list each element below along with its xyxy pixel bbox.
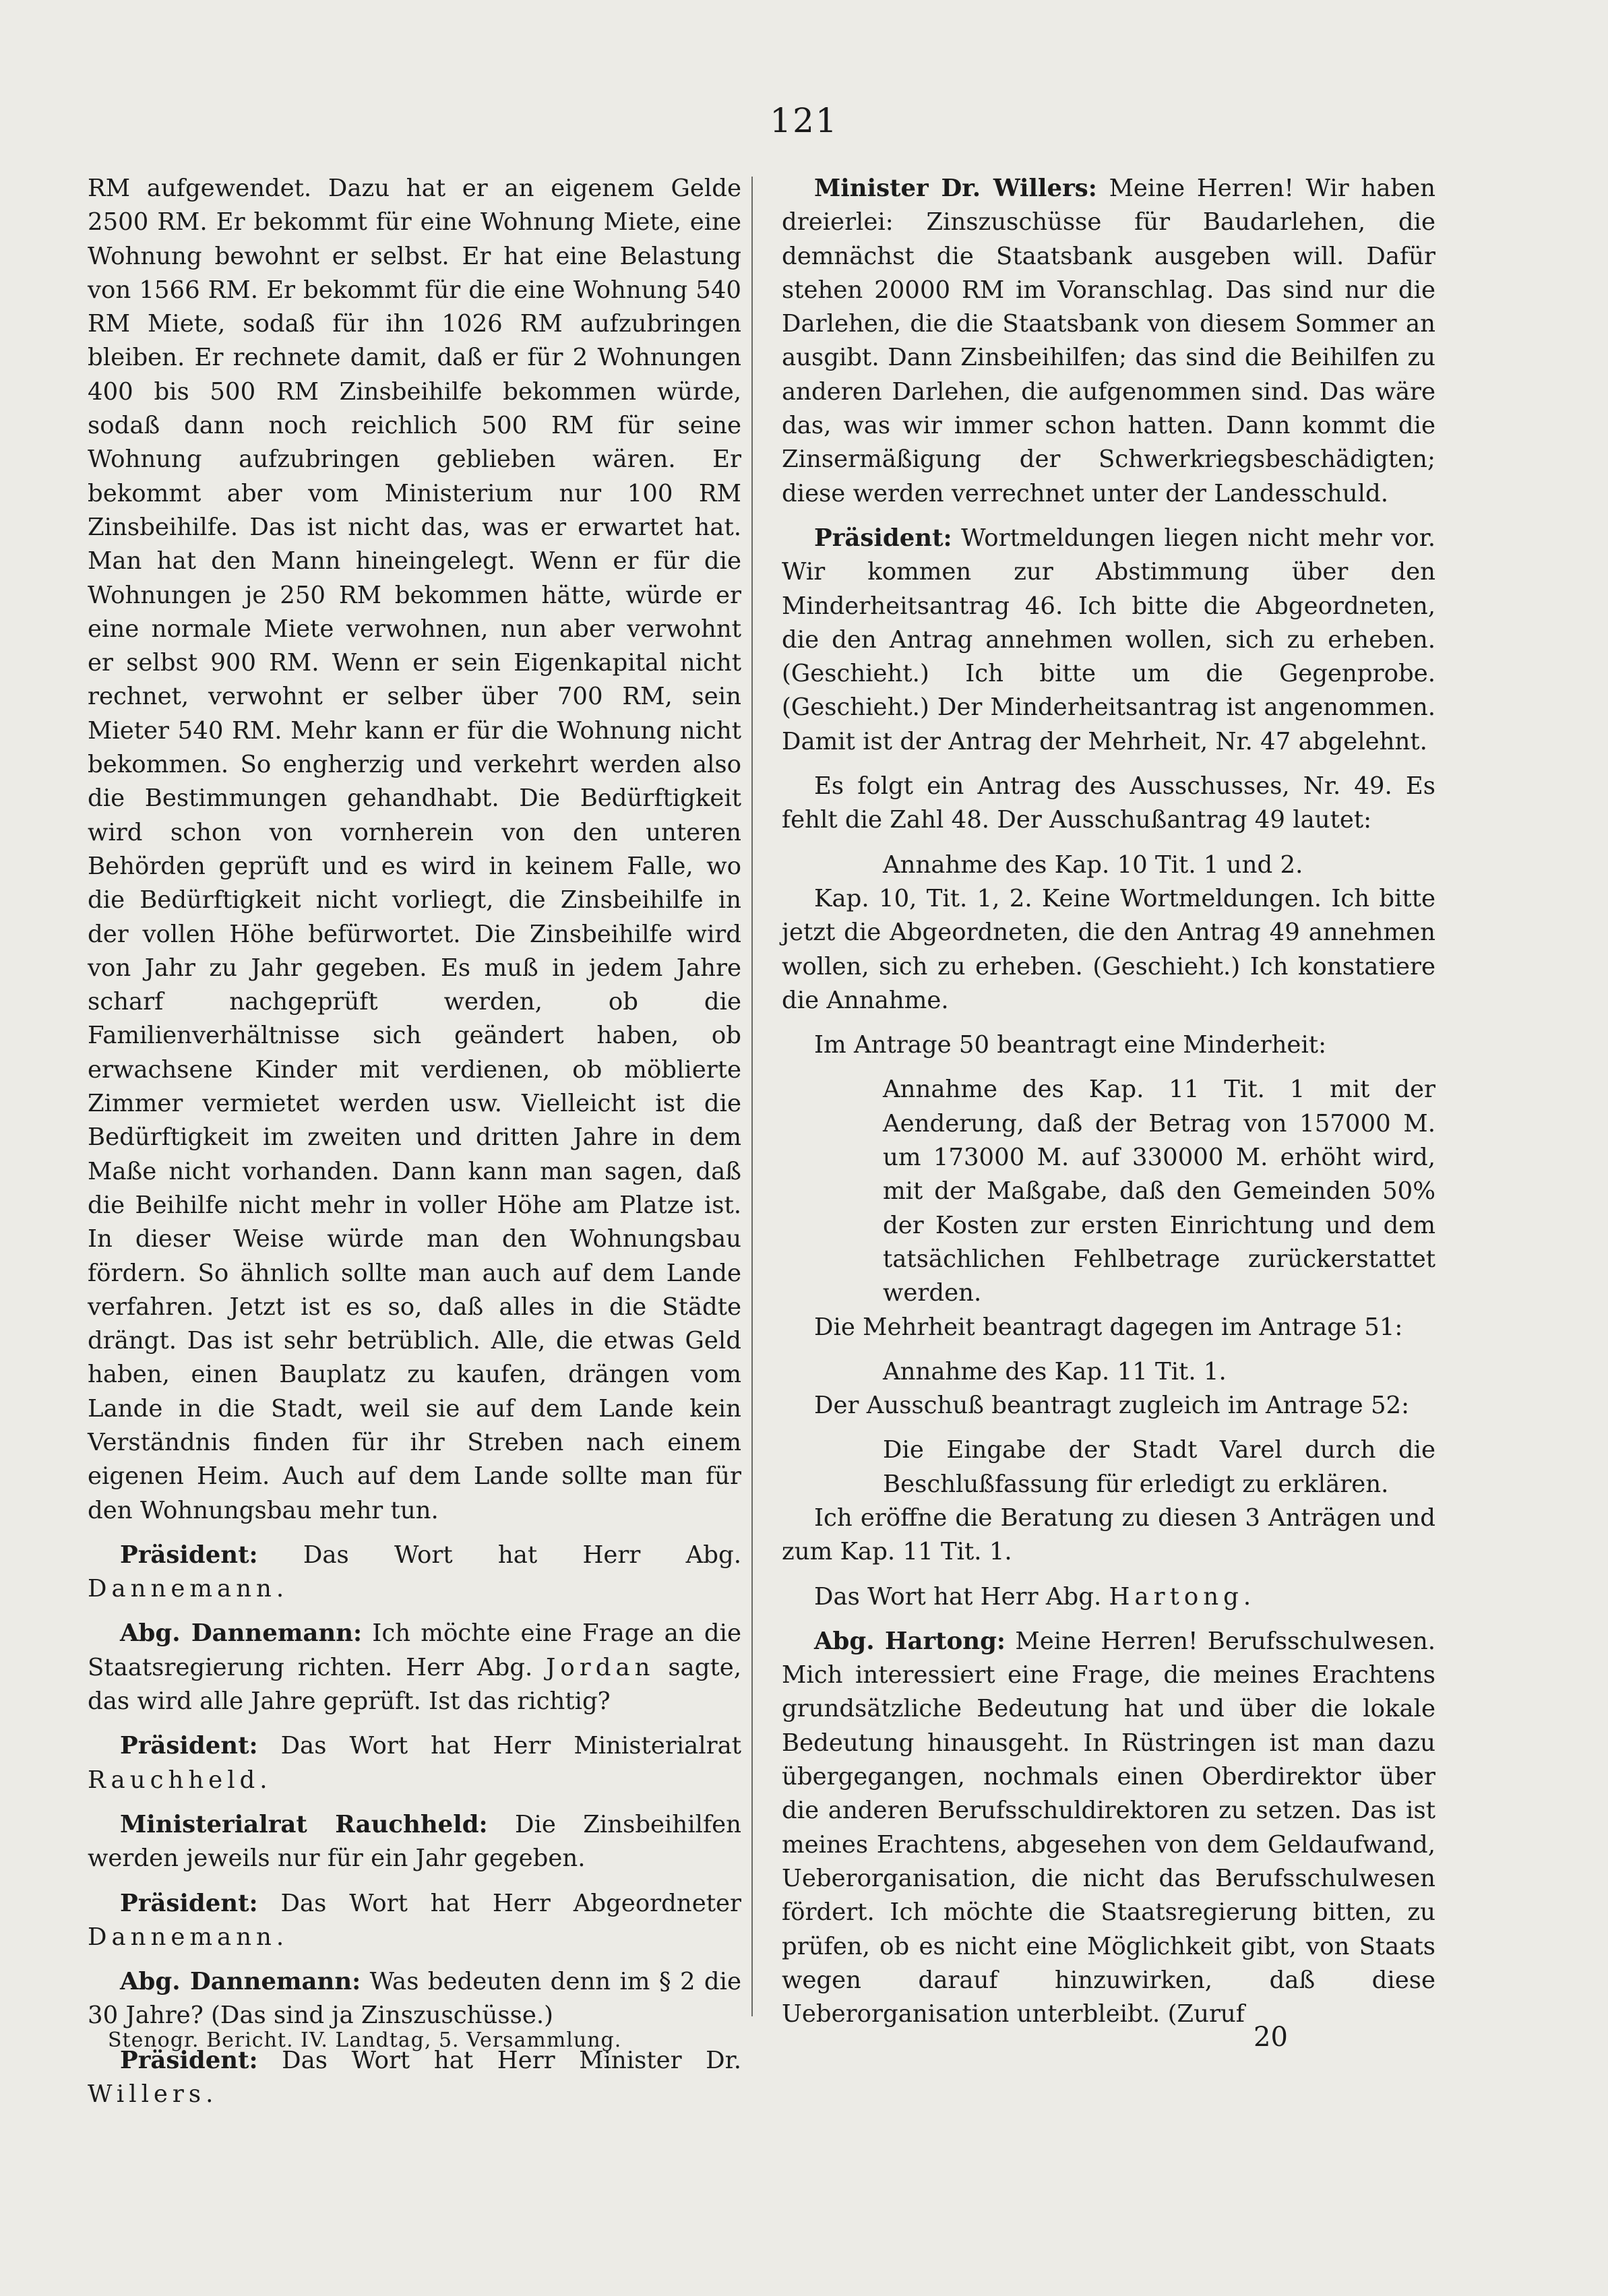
text-paragraph [782, 1580, 1435, 1614]
text-paragraph [782, 882, 1435, 1018]
motion-quote [883, 1073, 1435, 1310]
text-paragraph [782, 1311, 1435, 1344]
paragraph-text: Das Wort hat Herr Ministerialrat [257, 1732, 741, 1760]
spaced-name: Dannemann. [88, 1923, 289, 1951]
paragraph-text: Wortmeldungen liegen nicht mehr vor. Wir kommen zur Abstimmung über den Minderheitsantrag 46. Ich bitte die Abgeordneten, die den Antrag annehmen wollen, sich zu erheben. (Geschieht.) Ich bitte um die Gegenprobe. (Geschieht.) Der Minderheitsantrag ist angenommen. Damit ist der Antrag der Mehrheit, Nr. 47 abgelehnt. [782, 524, 1435, 755]
spaced-name: Hartong. [1109, 1582, 1256, 1611]
motion-quote [883, 1433, 1435, 1501]
paragraph-text: Ich möchte eine Frage an die Staatsregierung richten. Herr Abg. [88, 1619, 741, 1681]
right-column [782, 172, 1435, 2042]
text-paragraph [782, 1501, 1435, 1570]
paragraph-text: Das Wort hat Herr Abg. [814, 1582, 1109, 1611]
speaker-name: Präsident: [120, 2046, 258, 2074]
paragraph-text: Meine Herren! Berufsschulwesen. Mich interessiert eine Frage, die meines Erachtens grundsätzliche Bedeutung hat und über die lokale Bedeutung hinausgeht. In Rüstringen ist man dazu übergegangen, nochmals einen Oberdirektor über die anderen Berufsschuldirektoren zu setzen. Das ist meines Erachtens, abgesehen von dem Geldaufwand, Ueberorganisation, die nicht das Berufsschulwesen fördert. Ich möchte die Staatsregierung bitten, zu prüfen, ob es nicht eine Möglichkeit gibt, von Staats wegen darauf hinzuwirken, daß diese Ueberorganisation unterbleibt. (Zuruf [782, 1627, 1435, 2028]
footer-signature: Stenogr. Bericht. IV. Landtag, 5. Versammlung. [108, 2028, 622, 2052]
speech-paragraph [88, 1965, 741, 2033]
speech-paragraph [782, 1625, 1435, 2032]
paragraph-text: Ich eröffne die Beratung zu diesen 3 Anträgen und zum Kap. 11 Tit. 1. [782, 1503, 1435, 1566]
paragraph-text: Annahme des Kap. 11 Tit. 1 mit der Aenderung, daß der Betrag von 157000 M. um 173000 M. auf 330000 M. erhöht wird, mit der Maßgabe, daß den Gemeinden 50% der Kosten zur ersten Einrichtung und dem tatsächlichen Fehlbetrage zurückerstattet werden. [883, 1076, 1435, 1307]
speech-paragraph [88, 1729, 741, 1797]
paragraph-text: Das Wort hat Herr Minister Dr. [257, 2046, 741, 2074]
paragraph-text: Der Ausschuß beantragt zugleich im Antrage 52: [814, 1392, 1410, 1420]
speaker-name: Abg. Dannemann: [120, 1619, 363, 1648]
paragraph-text: Es folgt ein Antrag des Ausschusses, Nr. 49. Es fehlt die Zahl 48. Der Ausschußantrag 49 lautet: [782, 772, 1435, 834]
paragraph-text: Im Antrage 50 beantragt eine Minderheit: [814, 1031, 1327, 1059]
spaced-name: Willers. [88, 2080, 218, 2109]
paragraph-text: Was bedeuten denn im § 2 die 30 Jahre? (Das sind ja Zinszuschüsse.) [88, 1968, 741, 2030]
speaker-name: Ministerialrat Rauchheld: [120, 1810, 488, 1838]
signature-mark: 20 [1254, 2022, 1288, 2053]
paragraph-text: Meine Herren! Wir haben dreierlei: Zinszuschüsse für Baudarlehen, die demnächst die Staatsbank ausgeben will. Dafür stehen 20000 RM im Voranschlag. Das sind nur die Darlehen, die die Staatsbank von diesem Sommer an ausgibt. Dann Zinsbeihilfen; das sind die Beihilfen zu anderen Darlehen, die aufgenommen sind. Das wäre das, was wir immer schon hatten. Dann kommt die Zinsermäßigung der Schwerkriegsbeschädigten; diese werden verrechnet unter der Landesschuld. [782, 175, 1435, 507]
speaker-name: Präsident: [120, 1889, 258, 1917]
spaced-name: Rauchheld. [88, 1766, 272, 1794]
speech-paragraph [88, 1617, 741, 1718]
motion-quote [883, 848, 1435, 882]
column-divider [751, 177, 753, 2016]
speech-paragraph [88, 2044, 741, 2112]
page-number: 121 [770, 101, 838, 140]
speaker-name: Präsident: [120, 1732, 258, 1760]
paragraph-text: Die Eingabe der Stadt Varel durch die Beschlußfassung für erledigt zu erklären. [883, 1436, 1435, 1498]
left-column [88, 172, 741, 2122]
paragraph-text: Das Wort hat Herr Abgeordneter [257, 1889, 741, 1917]
paragraph-text: Das Wort hat Herr Abg. [257, 1541, 741, 1569]
speech-paragraph [782, 172, 1435, 511]
speech-paragraph [88, 1539, 741, 1607]
speaker-name: Präsident: [814, 524, 952, 552]
paragraph-text: Annahme des Kap. 11 Tit. 1. [883, 1357, 1227, 1386]
text-paragraph [782, 1028, 1435, 1062]
text-paragraph [782, 770, 1435, 838]
paragraph-text: Die Mehrheit beantragt dagegen im Antrage 51: [814, 1313, 1403, 1341]
paragraph-text: Annahme des Kap. 10 Tit. 1 und 2. [883, 850, 1303, 879]
paragraph-text: Kap. 10, Tit. 1, 2. Keine Wortmeldungen. Ich bitte jetzt die Abgeordneten, die den Antrag 49 annehmen wollen, sich zu erheben. (Geschieht.) Ich konstatiere die Annahme. [782, 884, 1435, 1014]
paragraph-text: RM aufgewendet. Dazu hat er an eigenem Gelde 2500 RM. Er bekommt für eine Wohnung Miete, eine Wohnung bewohnt er selbst. Er hat eine Belastung von 1566 RM. Er bekommt für die eine Wohnung 540 RM Miete, sodaß für ihn 1026 RM aufzubringen bleiben. Er rechnete damit, daß er für 2 Wohnungen 400 bis 500 RM Zinsbeihilfe bekommen würde, sodaß dann noch reichlich 500 RM für seine Wohnung aufzubringen geblieben wären. Er bekommt aber vom Ministerium nur 100 RM Zinsbeihilfe. Das ist nicht das, was er erwartet hat. Man hat den Mann hineingelegt. Wenn er für die Wohnungen je 250 RM bekommen hätte, würde er eine normale Miete verwohnen, nun aber verwohnt er selbst 900 RM. Wenn er sein Eigenkapital nicht rechnet, verwohnt er selber über 700 RM, sein Mieter 540 RM. Mehr kann er für die Wohnung nicht bekommen. So engherzig und verkehrt werden also die Bestimmungen gehandhabt. Die Bedürftigkeit wird schon von vornherein von den unteren Behörden geprüft und es wird in keinem Falle, wo die Bedürftigkeit nicht vorliegt, die Zinsbeihilfe in der vollen Höhe befürwortet. Die Zinsbeihilfe wird von Jahr zu Jahr gegeben. Es muß in jedem Jahre scharf nachgeprüft werden, ob die Familienverhältnisse sich geändert haben, ob erwachsene Kinder mit verdienen, ob möblierte Zimmer vermietet werden usw. Vielleicht ist die Bedürftigkeit im zweiten und dritten Jahre in dem Maße nicht vorhanden. Dann kann man sagen, daß die Beihilfe nicht mehr in voller Höhe am Platze ist. In dieser Weise würde man den Wohnungsbau fördern. So ähnlich sollte man auch auf dem Lande verfahren. Jetzt ist es so, daß alles in die Städte drängt. Das ist sehr betrüblich. Alle, die etwas Geld haben, einen Bauplatz zu kaufen, drängen vom Lande in die Stadt, weil sie auf dem Lande kein Verständnis finden für ihr Streben nach einem eigenen Heim. Auch auf dem Lande sollte man für den Wohnungsbau mehr tun. [88, 175, 741, 1524]
speaker-name: Abg. Dannemann: [120, 1968, 361, 1996]
speaker-name: Präsident: [120, 1541, 258, 1569]
speaker-name: Abg. Hartong: [814, 1627, 1006, 1655]
speech-paragraph [782, 522, 1435, 759]
paragraph-text-after: sagte, das wird alle Jahre geprüft. Ist das richtig? [88, 1653, 742, 1716]
paragraph-text: Die Zinsbeihilfen werden jeweils nur für ein Jahr gegeben. [88, 1810, 741, 1873]
speech-paragraph [88, 1887, 741, 1955]
speech-paragraph [88, 1808, 741, 1876]
speaker-name: Minister Dr. Willers: [814, 175, 1097, 202]
text-paragraph [88, 172, 741, 1528]
spaced-name: Jordan [546, 1653, 655, 1681]
motion-quote [883, 1355, 1435, 1389]
text-paragraph [782, 1389, 1435, 1423]
spaced-name: Dannemann. [88, 1575, 289, 1603]
